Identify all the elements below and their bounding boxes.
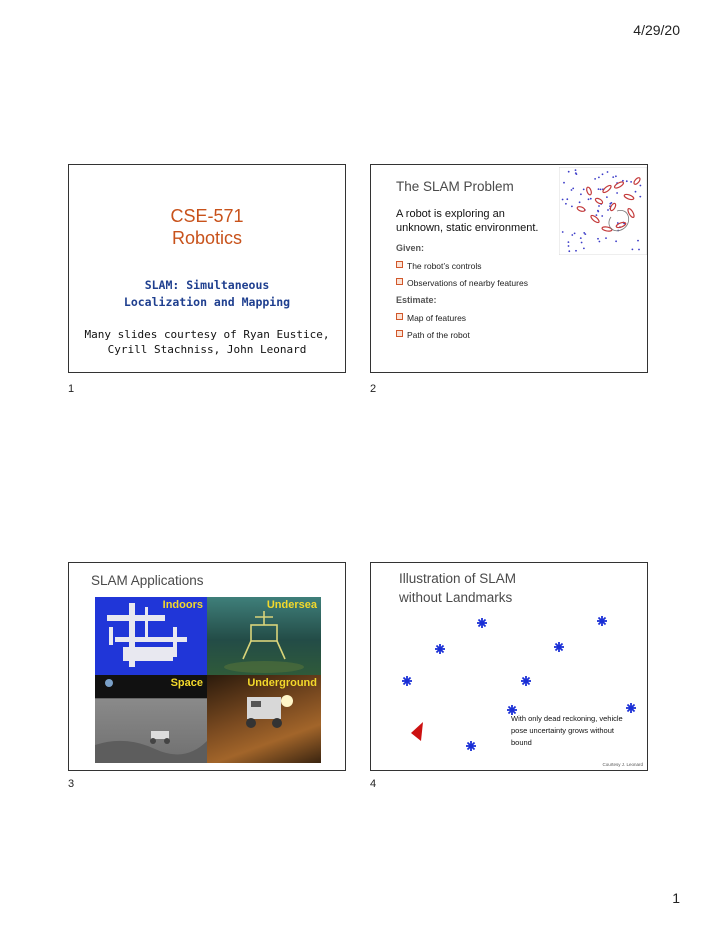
bullet-square-icon — [396, 313, 403, 320]
page-date: 4/29/20 — [633, 22, 680, 38]
bullet-square-icon — [396, 278, 403, 285]
slide-1-subtitle-line-1: SLAM: Simultaneous — [144, 278, 270, 292]
slide-3 — [68, 562, 346, 771]
given-item: The robot’s controls — [396, 261, 482, 271]
slide-4-title-line-2: without Landmarks — [399, 590, 513, 605]
page-number: 1 — [672, 890, 680, 906]
photo-label-indoors: Indoors — [162, 599, 203, 611]
slide-2-intro — [396, 207, 538, 235]
landmark-star-icon — [626, 703, 636, 713]
photo-label-underground: Underground — [247, 677, 317, 689]
slide-1 — [68, 164, 346, 373]
slide-1-credit-line-2: Cyrill Stachniss, John Leonard — [107, 343, 307, 356]
bullet-square-icon — [396, 261, 403, 268]
slide-4-caption-line-3: bound — [511, 738, 532, 747]
slide-2 — [370, 164, 648, 373]
landmark-star-icon — [521, 676, 531, 686]
photo-space — [95, 675, 207, 763]
slide-4-number: 4 — [370, 778, 377, 790]
photo-undersea — [207, 597, 321, 675]
slide-4-title-line-1: Illustration of SLAM — [399, 571, 517, 586]
slide-2-intro-line-1: A robot is exploring an — [396, 208, 505, 220]
slide-1-title-line-1: CSE-571 — [170, 206, 244, 226]
photo-indoors — [95, 597, 207, 675]
slide-2-number: 2 — [370, 383, 377, 395]
slide-4-courtesy: Courtesy J. Leonard — [602, 762, 643, 767]
slide-1-credit-line-1: Many slides courtesy of Ryan Eustice, — [84, 328, 330, 341]
landmark-star-icon — [477, 618, 487, 628]
photo-underground — [207, 675, 321, 763]
slide-3-title: SLAM Applications — [91, 573, 204, 588]
given-item: Observations of nearby features — [396, 278, 528, 288]
slide-1-subtitle — [69, 277, 345, 311]
slide-1-title — [69, 205, 345, 249]
slide-2-intro-line-2: unknown, static environment. — [396, 222, 539, 234]
slam-map-image — [559, 167, 647, 255]
photo-label-undersea: Undersea — [266, 599, 317, 611]
slide-4-caption-line-2: pose uncertainty grows without — [511, 726, 614, 735]
slide-4 — [370, 562, 648, 771]
vehicle-triangle-icon — [411, 722, 423, 741]
slide-1-credits — [69, 327, 345, 357]
given-label: Given: — [396, 243, 425, 253]
landmark-star-icon — [554, 642, 564, 652]
slide-2-title: The SLAM Problem — [396, 179, 514, 194]
slide-3-number: 3 — [68, 778, 75, 790]
photo-label-space: Space — [170, 677, 203, 689]
landmark-star-icon — [402, 676, 412, 686]
estimate-item: Path of the robot — [396, 330, 470, 340]
slide-1-title-line-2: Robotics — [171, 228, 243, 248]
estimate-label: Estimate: — [396, 295, 437, 305]
estimate-item: Map of features — [396, 313, 466, 323]
slide-4-caption-line-1: With only dead reckoning, vehicle — [511, 714, 623, 723]
landmark-star-icon — [466, 741, 476, 751]
landmark-star-icon — [597, 616, 607, 626]
slide-4-caption — [511, 713, 623, 749]
landmark-star-icon — [435, 644, 445, 654]
slide-1-number: 1 — [68, 383, 75, 395]
slide-1-subtitle-line-2: Localization and Mapping — [123, 295, 291, 309]
bullet-square-icon — [396, 330, 403, 337]
